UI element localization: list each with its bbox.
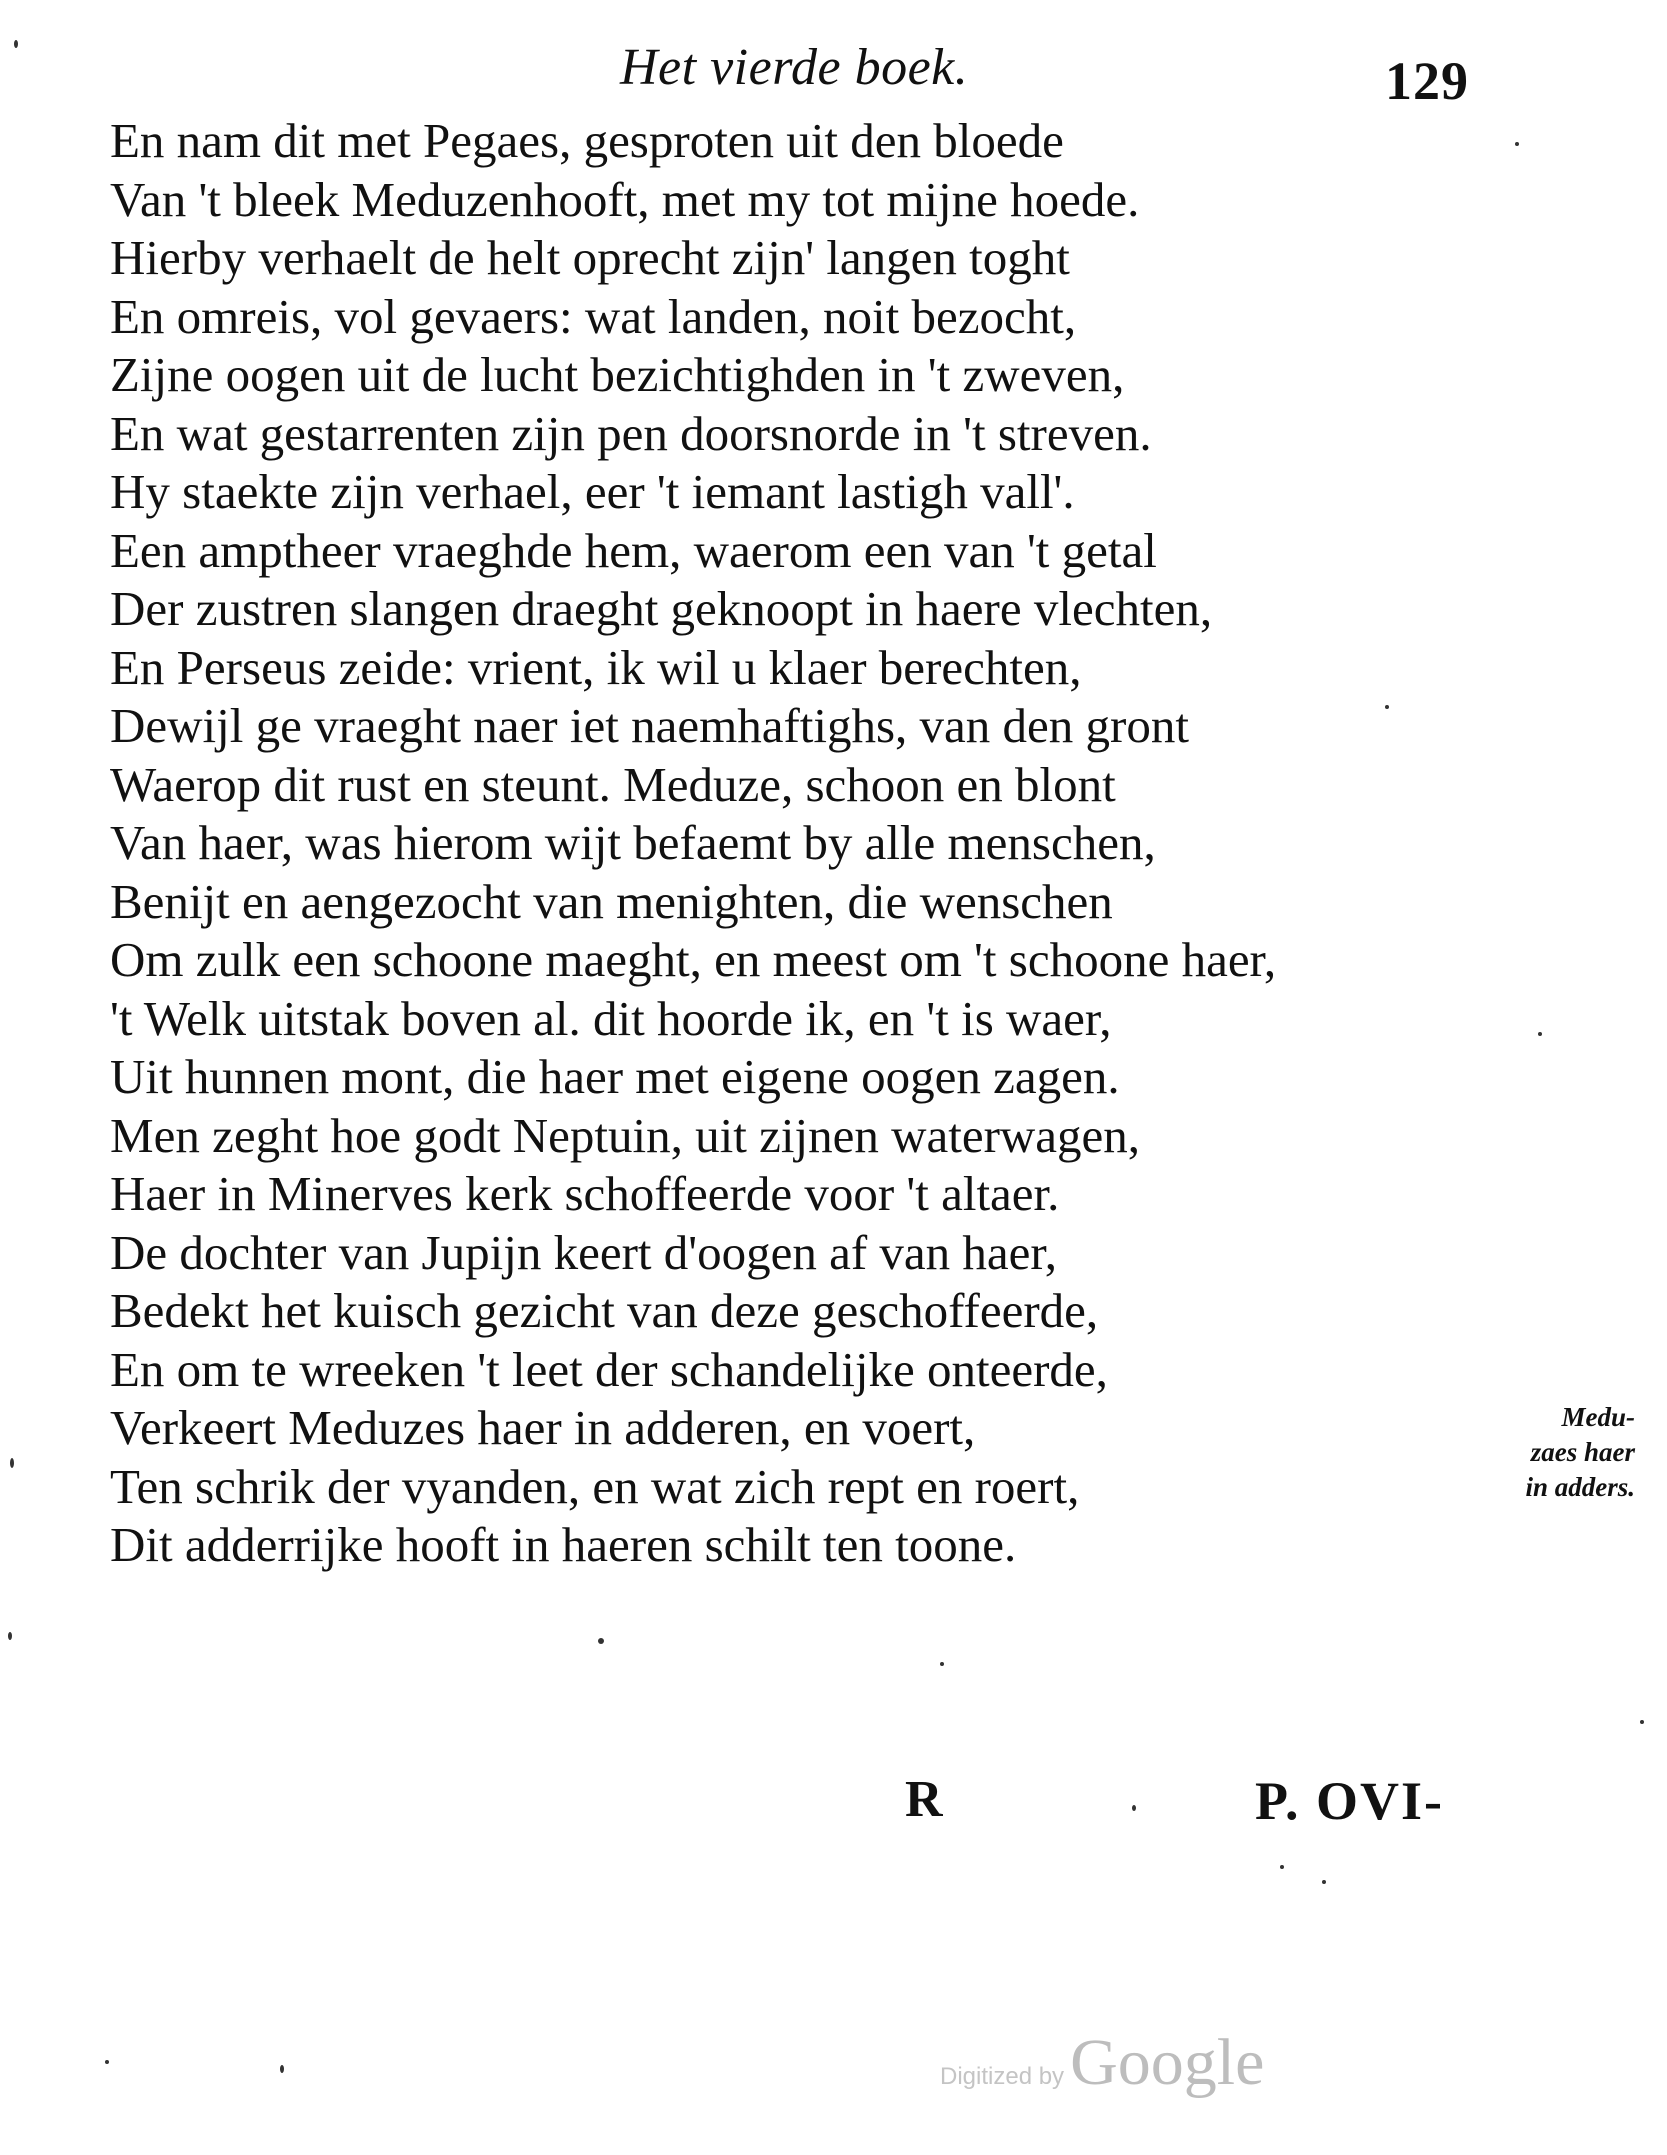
verse-line: Een amptheer vraeghde hem, waerom een van 't getal — [110, 522, 1157, 578]
scan-speck — [1538, 1032, 1542, 1036]
catchword: P. OVI- — [1255, 1771, 1445, 1831]
scan-speck — [10, 1458, 14, 1468]
verse-line: 't Welk uitstak boven al. dit hoorde ik, en 't is waer, — [110, 990, 1112, 1046]
verse-line: Van 't bleek Meduzenhooft, met my tot mijne hoede. — [110, 171, 1140, 227]
scan-speck — [1280, 1865, 1284, 1869]
scan-speck — [1322, 1880, 1326, 1884]
scan-speck — [8, 1632, 12, 1640]
digitized-watermark — [940, 2025, 1264, 2101]
watermark-prefix: Digitized by — [940, 2063, 1065, 2090]
page-number: 129 — [1385, 51, 1469, 111]
google-logo: Google — [1070, 2026, 1265, 2099]
scan-speck — [280, 2065, 284, 2073]
verse-line: Benijt en aengezocht van menighten, die wenschen — [110, 873, 1113, 929]
verse-line: En nam dit met Pegaes, gesproten uit den bloede — [110, 113, 1064, 168]
scan-speck — [1385, 705, 1389, 709]
scan-speck — [14, 40, 18, 48]
margin-note-line: in adders. — [1525, 1472, 1635, 1502]
verse-line: Waerop dit rust en steunt. Meduze, schoon en blont — [110, 756, 1116, 812]
signature-mark: R — [905, 1771, 943, 1828]
verse-line: Zijne oogen uit de lucht bezichtighden in 't zweven, — [110, 347, 1125, 402]
verse-line: Ten schrik der vyanden, en wat zich rept en roert, — [110, 1458, 1080, 1514]
margin-note — [1450, 1400, 1635, 1505]
verse-line: Men zeght hoe godt Neptuin, uit zijnen waterwagen, — [110, 1107, 1141, 1163]
verse-line: De dochter van Jupijn keert d'oogen af van haer, — [110, 1224, 1058, 1280]
margin-note-line: Medu- — [1561, 1402, 1635, 1432]
running-head: Het vierde boek. — [620, 39, 969, 96]
scan-speck — [1132, 1805, 1136, 1811]
scan-speck — [598, 1638, 604, 1644]
verse-line: Dit adderrijke hooft in haeren schilt ten toone. — [110, 1517, 1017, 1572]
margin-note-line: zaes haer — [1530, 1437, 1635, 1467]
verse-line: Verkeert Meduzes haer in adderen, en voert, — [110, 1400, 976, 1455]
scan-speck — [940, 1662, 944, 1666]
verse-line: Der zustren slangen draeght geknoopt in haere vlechten, — [110, 581, 1213, 636]
scan-speck — [1515, 142, 1519, 146]
verse-line: Hy staekte zijn verhael, eer 't iemant lastigh vall'. — [110, 464, 1075, 519]
scan-speck — [1640, 1720, 1644, 1724]
verse-line: En om te wreeken 't leet der schandelijke onteerde, — [110, 1341, 1108, 1397]
verse-line: Uit hunnen mont, die haer met eigene oogen zagen. — [110, 1049, 1120, 1104]
verse-line: Dewijl ge vraeght naer iet naemhaftighs, van den gront — [110, 698, 1189, 753]
verse-line: Bedekt het kuisch gezicht van deze geschoffeerde, — [110, 1283, 1099, 1338]
verse-line: Om zulk een schoone maeght, en meest om 't schoone haer, — [110, 932, 1277, 987]
verse-line: Van haer, was hierom wijt befaemt by alle menschen, — [110, 815, 1156, 870]
verse-line: En omreis, vol gevaers: wat landen, noit bezocht, — [110, 288, 1077, 344]
scan-speck — [105, 2060, 109, 2064]
verse-line: En Perseus zeide: vrient, ik wil u klaer berechten, — [110, 639, 1082, 695]
verse-block — [110, 112, 1510, 1575]
verse-line: En wat gestarrenten zijn pen doorsnorde in 't streven. — [110, 405, 1152, 461]
verse-line: Haer in Minerves kerk schoffeerde voor 't altaer. — [110, 1166, 1060, 1221]
verse-line: Hierby verhaelt de helt oprecht zijn' langen toght — [110, 230, 1070, 285]
